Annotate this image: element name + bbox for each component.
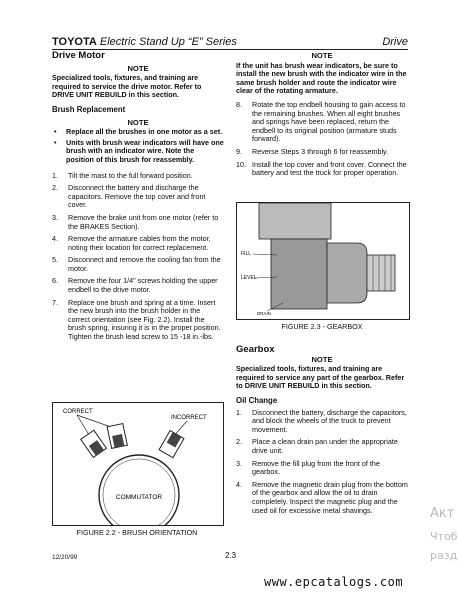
- list-item: 1. Disconnect the battery, discharge the capacitors, and block the wheels of the truck to prevent movement.: [236, 407, 407, 434]
- brush-replacement-heading: Brush Replacement: [52, 104, 126, 114]
- list-item: 10. Install the top cover and front cover. Connect the battery and test the truck for proper operation.: [236, 159, 407, 178]
- activation-notice-line: Акт: [430, 506, 455, 521]
- gearbox-diagram: [237, 203, 409, 319]
- label-commutator: COMMUTATOR: [115, 494, 163, 501]
- activation-notice-line: разд: [430, 549, 458, 562]
- list-item: 8. Rotate the top endbell housing to gain access to the remaining brushes. When all eight brushes and springs have been replaced, return the endbell to its original position (armature studs forward).: [236, 99, 406, 144]
- list-item: • Replace all the brushes in one motor as a set.: [54, 127, 223, 137]
- label-correct: CORRECT: [63, 409, 93, 415]
- gearbox-section: [236, 346, 408, 519]
- label-incorrect: INCORRECT: [171, 415, 207, 421]
- list-item: 9. Reverse Steps 3 through 6 for reassembly.: [236, 146, 389, 156]
- page-header: [52, 36, 408, 48]
- drive-motor-title: Drive Motor: [52, 50, 105, 61]
- list-item: 3. Remove the fill plug from the front of the gearbox.: [236, 458, 380, 477]
- list-item: 5. Disconnect and remove the cooling fan from the motor.: [52, 255, 221, 273]
- section-name: Drive: [382, 36, 408, 48]
- list-item: 4. Remove the magnetic drain plug from the bottom of the gearbox and allow the oil to drain completely. Inspect the magnetic plug and the used oil for excessive metal shavings.: [236, 479, 408, 515]
- page-number: 2.3: [225, 551, 237, 560]
- label-fill: FILL: [241, 251, 252, 257]
- gearbox-figure: [236, 202, 410, 320]
- label-level: LEVEL: [241, 275, 257, 281]
- site-watermark: www.epcatalogs.com: [264, 575, 404, 589]
- note-bullets: [52, 128, 224, 164]
- activation-notice-line: Чтоб: [430, 530, 458, 543]
- right-column: [236, 52, 408, 182]
- note-title: NOTE: [311, 354, 333, 364]
- list-item: 4. Remove the armature cables from the motor, noting their location for correct replacement.: [52, 234, 211, 252]
- note-text: If the unit has brush wear indicators, be sure to install the new brush with the indicator wire in the same brush holder and route the indicator wire clear of the rotating armature.: [236, 60, 407, 96]
- list-item: 2. Disconnect the battery and discharge the capacitors. Remove the top cover and front cover.: [52, 183, 206, 210]
- oil-change-heading: Oil Change: [236, 395, 278, 405]
- note-title: NOTE: [311, 51, 333, 60]
- step-list: [236, 101, 408, 178]
- series-title: Electric Stand Up “E” Series: [99, 36, 237, 48]
- note-text: Specialized tools, fixtures, and training are required to service the drive motor. Refer to DRIVE UNIT REBUILD in this section.: [52, 73, 202, 100]
- header-rule: [52, 49, 408, 50]
- step-list: [52, 172, 224, 342]
- brand-name: TOYOTA: [52, 36, 97, 48]
- label-drain: DRAIN: [257, 311, 272, 316]
- figure-2-2-caption: FIGURE 2.2 - BRUSH ORIENTATION: [76, 528, 198, 537]
- list-item: • Units with brush wear indicators will have one brush with an indicator wire. Note the position of this brush for reassembly.: [54, 137, 224, 164]
- brush-orientation-figure: [52, 402, 224, 526]
- list-item: 6. Remove the four 1/4" screws holding the upper endbell to the drive motor.: [52, 276, 218, 295]
- list-item: 3. Remove the brake unit from one motor (refer to the BRAKES Section).: [52, 212, 219, 231]
- list-item: 1. Tilt the mast to the full forward position.: [52, 170, 193, 180]
- gearbox-title: Gearbox: [236, 344, 275, 355]
- note-title: NOTE: [127, 117, 149, 127]
- footer-date: 12/20/99: [52, 554, 78, 561]
- list-item: 2. Place a clean drain pan under the appropriate drive unit.: [236, 437, 398, 455]
- list-item: 7. Replace one brush and spring at a time. Insert the new brush into the brush holder in the correct orientation (see Fig. 2.2). Install the brush spring, insuring it is in the proper position. Tighten the brush lead screw to 15 -18 in.-lbs.: [52, 297, 221, 342]
- step-list: [236, 409, 408, 516]
- note-text: Specialized tools, fixtures, and training are required to service any part of the gearbox. Refer to DRIVE UNIT REBUILD in this section.: [236, 364, 405, 391]
- note-title: NOTE: [127, 63, 149, 73]
- brush-orientation-diagram: [53, 403, 223, 525]
- left-column: [52, 52, 224, 346]
- figure-2-3-caption: FIGURE 2.3 - GEARBOX: [281, 322, 363, 331]
